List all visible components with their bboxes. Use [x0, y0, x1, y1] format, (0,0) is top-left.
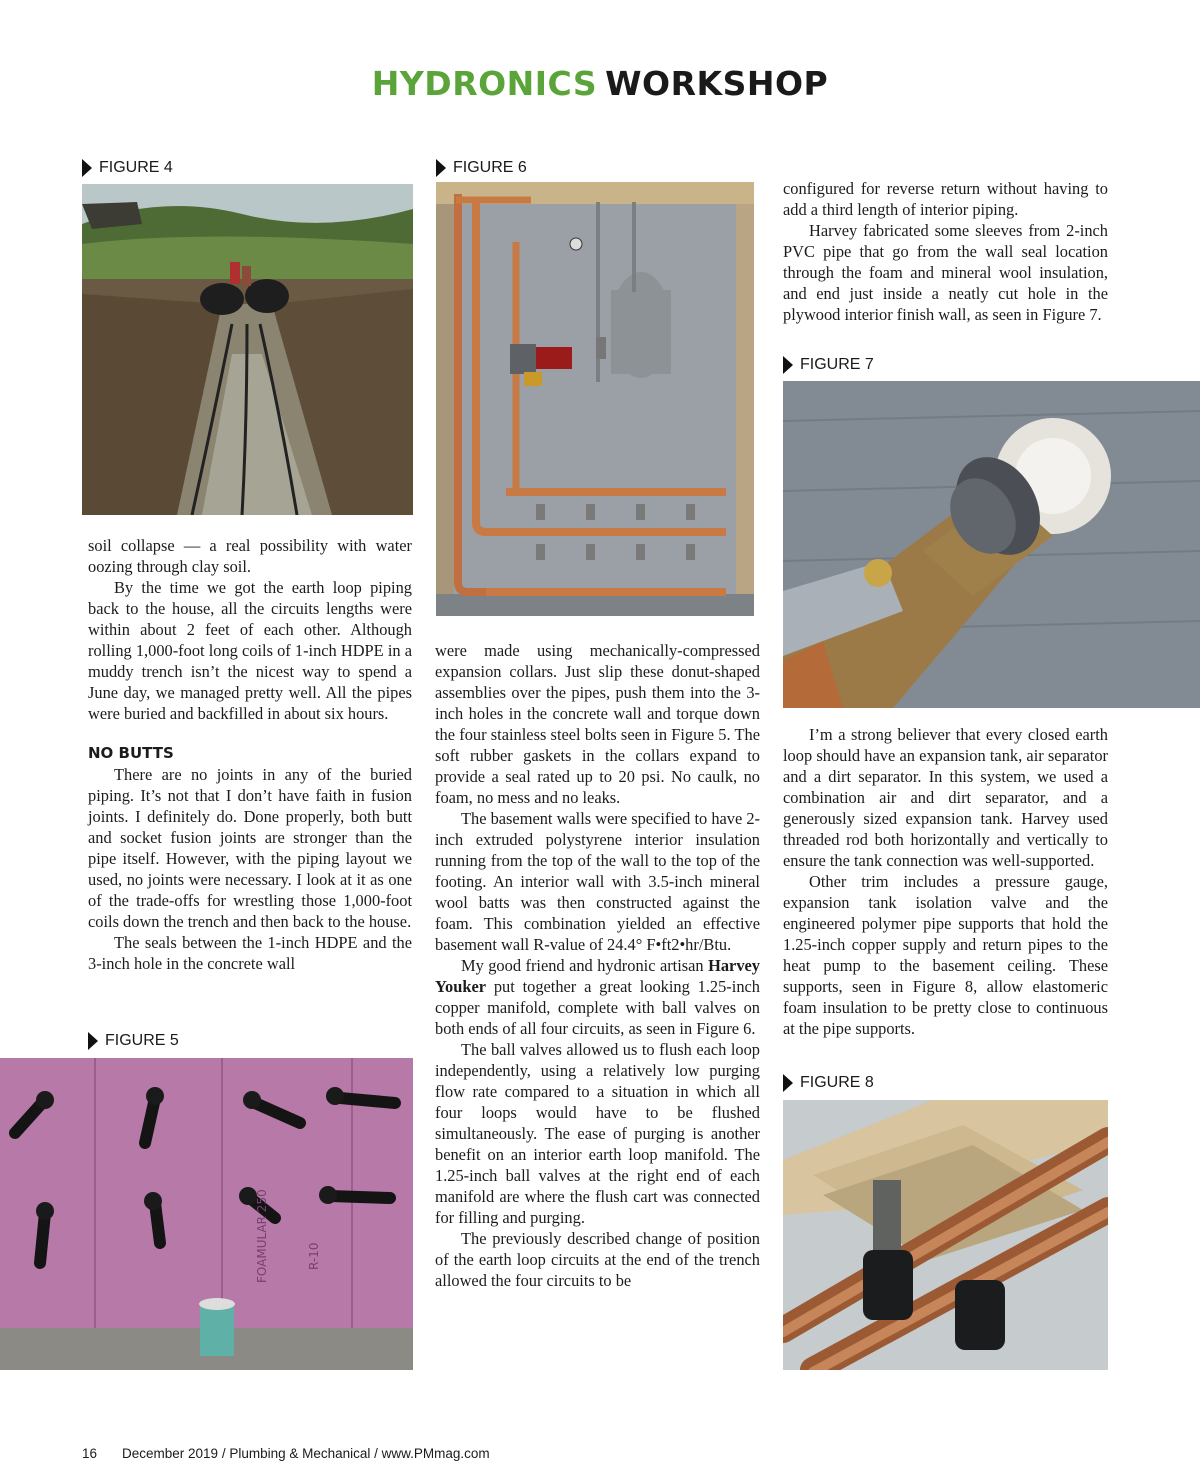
- r-value-mark: R-10: [307, 1242, 321, 1270]
- figure-arrow-icon: [783, 356, 793, 374]
- figure-8-label: FIGURE 8: [783, 1073, 874, 1093]
- figure-6-label: FIGURE 6: [436, 158, 527, 178]
- foamular-label: FOAMULAR 250: [255, 1189, 269, 1283]
- figure-5-label: FIGURE 5: [88, 1031, 179, 1051]
- col1-paragraph-2: By the time we got the earth loop piping back to the house, all the circuits lengths were within about 2 feet of each other. Although rolling 1,000-foot long coils of 1-inch HDPE in a muddy trench isn’t the nicest way to spend a June day, we managed pretty well. All the pipes were buried and backfilled in about six hours.: [88, 578, 412, 723]
- col1-paragraph-3: There are no joints in any of the buried piping. It’s not that I don’t have faith in fusion joints. I definitely do. Done properly, both butt and socket fusion joints are stronger than the pipe itself. However, with the piping layout we used, no joints were necessary. I look at it as one of the trade-offs for wrestling those 1,000-foot coils down the trench and then back to the house.: [88, 765, 412, 931]
- page-number: 16: [82, 1446, 98, 1461]
- figure-arrow-icon: [783, 1074, 793, 1092]
- col3-paragraph-3: I’m a strong believer that every closed earth loop should have an expansion tank, air separator and a dirt separator. In this system, we used a combination air and dirt separator, and a generously sized expansion tank. Harvey used threaded rod both horizontally and vertically to ensure the tank connection was well-supported.: [783, 725, 1108, 870]
- col2-paragraph-3: My good friend and hydronic artisan Harvey Youker put together a great looking 1.25-inch copper manifold, complete with ball valves on both ends of all four circuits, as seen in Figure 6.: [435, 956, 760, 1038]
- col2-paragraph-4: The ball valves allowed us to flush each loop independently, using a relatively low purging flow rate compared to a situation in which all four loops would have to be flushed simultaneously. The ease of purging is another benefit on an interior earth loop manifold. The 1.25-inch ball valves at the right end of each manifold are where the flush cart was connected for filling and purging.: [435, 1040, 760, 1227]
- figure-5-photo-wall-seals: [0, 1058, 413, 1370]
- column-3-text-middle: [783, 724, 1108, 1039]
- col2-paragraph-5: The previously described change of position of the earth loop circuits at the end of the trench allowed the four circuits to be: [435, 1229, 760, 1290]
- col1-paragraph-1: soil collapse — a real possibility with water oozing through clay soil.: [88, 536, 412, 576]
- col3-paragraph-1: configured for reverse return without having to add a third length of interior piping.: [783, 179, 1108, 219]
- figure-arrow-icon: [82, 159, 92, 177]
- col3-paragraph-2: Harvey fabricated some sleeves from 2-inch PVC pipe that go from the wall seal location through the foam and mineral wool insulation, and end just inside a neatly cut hole in the plywood interior finish wall, as seen in Figure 7.: [783, 221, 1108, 324]
- figure-4-label: FIGURE 4: [82, 158, 173, 178]
- column-1-text: [88, 535, 412, 974]
- figure-4-photo-trench: [82, 184, 413, 515]
- figure-8-photo-pipe-supports: [783, 1100, 1108, 1370]
- harvey-youker-name: Harvey Youker: [435, 956, 760, 996]
- figure-7-photo-pvc-sleeve: [783, 381, 1200, 708]
- figure-arrow-icon: [88, 1032, 98, 1050]
- figure-arrow-icon: [436, 159, 446, 177]
- col2-paragraph-1: were made using mechanically-compressed expansion collars. Just slip these donut-shaped assemblies over the pipes, push them into the 3-inch holes in the concrete wall and torque down the four stainless steel bolts seen in Figure 5. The soft rubber gaskets in the collars expand to provide a seal rated up to 20 psi. No caulk, no foam, no mess and no leaks.: [435, 641, 760, 807]
- header-hydronics: HYDRONICS: [371, 64, 598, 103]
- page-header: [0, 64, 1200, 103]
- col2-paragraph-2: The basement walls were specified to have 2-inch extruded polystyrene interior insulation running from the top of the wall to the top of the footing. An interior wall with 3.5-inch mineral wool batts was then constructed against the foam. This combination yielded an effective basement wall R-value of 24.4° F•ft2•hr/Btu.: [435, 809, 761, 954]
- page-footer: [82, 1446, 97, 1461]
- col1-paragraph-4: The seals between the 1-inch HDPE and the 3-inch hole in the concrete wall: [88, 933, 412, 973]
- header-workshop: WORKSHOP: [605, 64, 829, 103]
- column-3-text-top: [783, 178, 1108, 325]
- subhead-no-butts: NO BUTTS: [88, 744, 174, 762]
- figure-6-photo-manifold: [436, 182, 754, 616]
- column-2-text: [435, 640, 760, 1291]
- footer-publication: / Plumbing & Mechanical / www.PMmag.com: [221, 1446, 490, 1461]
- figure-7-label: FIGURE 7: [783, 355, 874, 375]
- col3-paragraph-4: Other trim includes a pressure gauge, expansion tank isolation valve and the engineered polymer pipe supports that hold the 1.25-inch copper supply and return pipes to the heat pump to the basement ceiling. These supports, seen in Figure 8, allow elastomeric foam insulation to be pretty close to continuous at the pipe supports.: [783, 872, 1108, 1038]
- footer-issue: December 2019 / Plumbing & Mechanical / www.PMmag.com: [122, 1446, 490, 1461]
